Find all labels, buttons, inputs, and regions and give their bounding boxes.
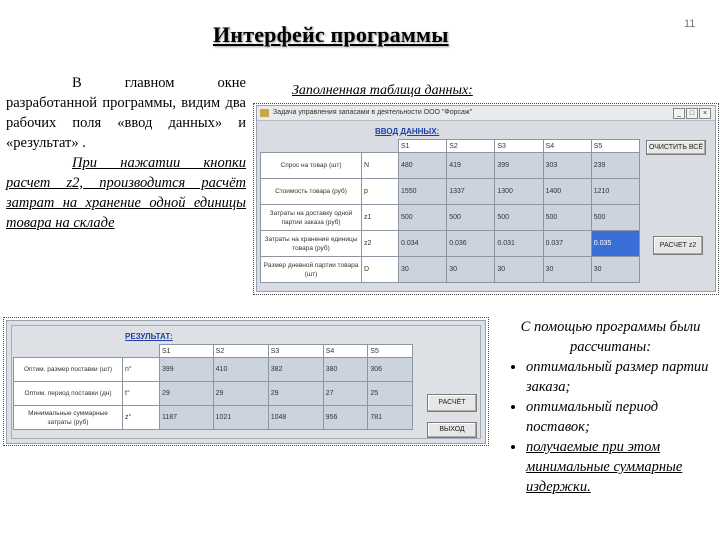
value-cell[interactable]: 30 [543,257,591,283]
row-label: Размер дневной партии товара (шт) [261,257,362,283]
value-cell[interactable]: 1187 [160,406,214,430]
window-titlebar: Задача управления запасами в деятельности ООО "Форсаж" _ □ × [257,106,715,121]
row-variable[interactable]: n° [123,358,160,382]
value-cell[interactable]: 380 [323,358,368,382]
value-cell[interactable]: 0.037 [543,231,591,257]
input-window [256,105,716,292]
result-list-item: • получаемые при этом минимальные суммарные издержки. [526,437,713,497]
table-row [261,179,640,205]
calc-z2-button[interactable]: РАСЧЕТ z2 [653,236,703,255]
app-icon [260,109,269,117]
value-cell[interactable]: 1300 [495,179,543,205]
row-label: Стоимость товара (руб) [261,179,362,205]
row-variable[interactable]: N [362,153,399,179]
right-intro: С помощью программы были рассчитаны: [520,319,701,355]
value-cell[interactable]: 306 [368,358,413,382]
column-header: S4 [323,345,368,358]
result-data-grid[interactable] [13,344,413,430]
column-header: S2 [213,345,268,358]
value-cell[interactable]: 1400 [543,179,591,205]
row-variable[interactable]: z1 [362,205,399,231]
maximize-icon[interactable]: □ [686,108,698,119]
value-cell[interactable]: 30 [447,257,495,283]
value-cell[interactable]: 29 [268,382,323,406]
value-cell[interactable]: 399 [160,358,214,382]
result-list-item: • оптимальный период поставок; [526,397,713,437]
row-variable[interactable]: z° [123,406,160,430]
left-paragraph-2: При нажатии кнопки расчет z2, производится расчёт затрат на хранение одной единицы товара на складе [6,155,246,231]
value-cell[interactable]: 0.034 [399,231,447,257]
value-cell[interactable]: 29 [160,382,214,406]
row-label: Минимальные суммарные затраты (руб) [14,406,123,430]
column-header [14,345,160,358]
table-row [261,231,640,257]
row-label: Затраты на доставку одной партии заказа (руб) [261,205,362,231]
table-caption: Заполненная таблица данных: [292,83,473,98]
value-cell[interactable]: 0.035 [591,231,639,257]
left-text [6,73,246,233]
result-list [508,357,713,497]
value-cell[interactable]: 781 [368,406,413,430]
table-row [261,257,640,283]
value-cell[interactable]: 500 [399,205,447,231]
row-variable[interactable]: z2 [362,231,399,257]
table-row [261,153,640,179]
value-cell[interactable]: 1048 [268,406,323,430]
row-variable[interactable]: t° [123,382,160,406]
column-header: S1 [160,345,214,358]
column-header: S3 [268,345,323,358]
table-row [14,358,413,382]
value-cell[interactable]: 480 [399,153,447,179]
value-cell[interactable]: 239 [591,153,639,179]
input-data-grid[interactable] [260,139,640,283]
value-cell[interactable]: 0.036 [447,231,495,257]
value-cell[interactable]: 500 [495,205,543,231]
exit-button[interactable]: ВЫХОД [427,422,477,438]
table-row [14,382,413,406]
result-list-item: • оптимальный размер партии заказа; [526,357,713,397]
row-label: Спрос на товар (шт) [261,153,362,179]
row-label: Затраты на хранение единицы товара (руб) [261,231,362,257]
value-cell[interactable]: 419 [447,153,495,179]
page-number: 11 [684,18,696,30]
value-cell[interactable]: 30 [591,257,639,283]
row-variable[interactable]: D [362,257,399,283]
table-row [261,205,640,231]
column-header: S5 [368,345,413,358]
calc-button[interactable]: РАСЧЁТ [427,394,477,412]
right-text [508,317,713,497]
row-label: Оптим. размер поставки (шт) [14,358,123,382]
value-cell[interactable]: 27 [323,382,368,406]
value-cell[interactable]: 500 [591,205,639,231]
column-header: S4 [543,140,591,153]
value-cell[interactable]: 956 [323,406,368,430]
value-cell[interactable]: 1210 [591,179,639,205]
clear-all-button[interactable]: ОЧИСТИТЬ ВСЁ [646,140,706,155]
column-header: S5 [591,140,639,153]
column-header: S2 [447,140,495,153]
value-cell[interactable]: 399 [495,153,543,179]
value-cell[interactable]: 25 [368,382,413,406]
value-cell[interactable]: 500 [543,205,591,231]
value-cell[interactable]: 1021 [213,406,268,430]
minimize-icon[interactable]: _ [673,108,685,119]
close-icon[interactable]: × [699,108,711,119]
slide-title: Интерфейс программы [213,22,449,47]
row-variable[interactable]: p [362,179,399,205]
value-cell[interactable]: 29 [213,382,268,406]
left-paragraph-1: В главном окне разработанной программы, видим два рабочих поля «ввод данных» и «результат» . [6,75,246,151]
value-cell[interactable]: 382 [268,358,323,382]
value-cell[interactable]: 500 [447,205,495,231]
value-cell[interactable]: 1337 [447,179,495,205]
result-window [6,320,486,444]
table-row [14,406,413,430]
column-header [261,140,399,153]
value-cell[interactable]: 1550 [399,179,447,205]
value-cell[interactable]: 303 [543,153,591,179]
column-header: S1 [399,140,447,153]
value-cell[interactable]: 0.031 [495,231,543,257]
value-cell[interactable]: 30 [399,257,447,283]
result-heading: РЕЗУЛЬТАТ: [125,332,173,341]
value-cell[interactable]: 410 [213,358,268,382]
input-heading: ВВОД ДАННЫХ: [375,127,440,136]
column-header: S3 [495,140,543,153]
value-cell[interactable]: 30 [495,257,543,283]
row-label: Оптим. период поставки (дн) [14,382,123,406]
